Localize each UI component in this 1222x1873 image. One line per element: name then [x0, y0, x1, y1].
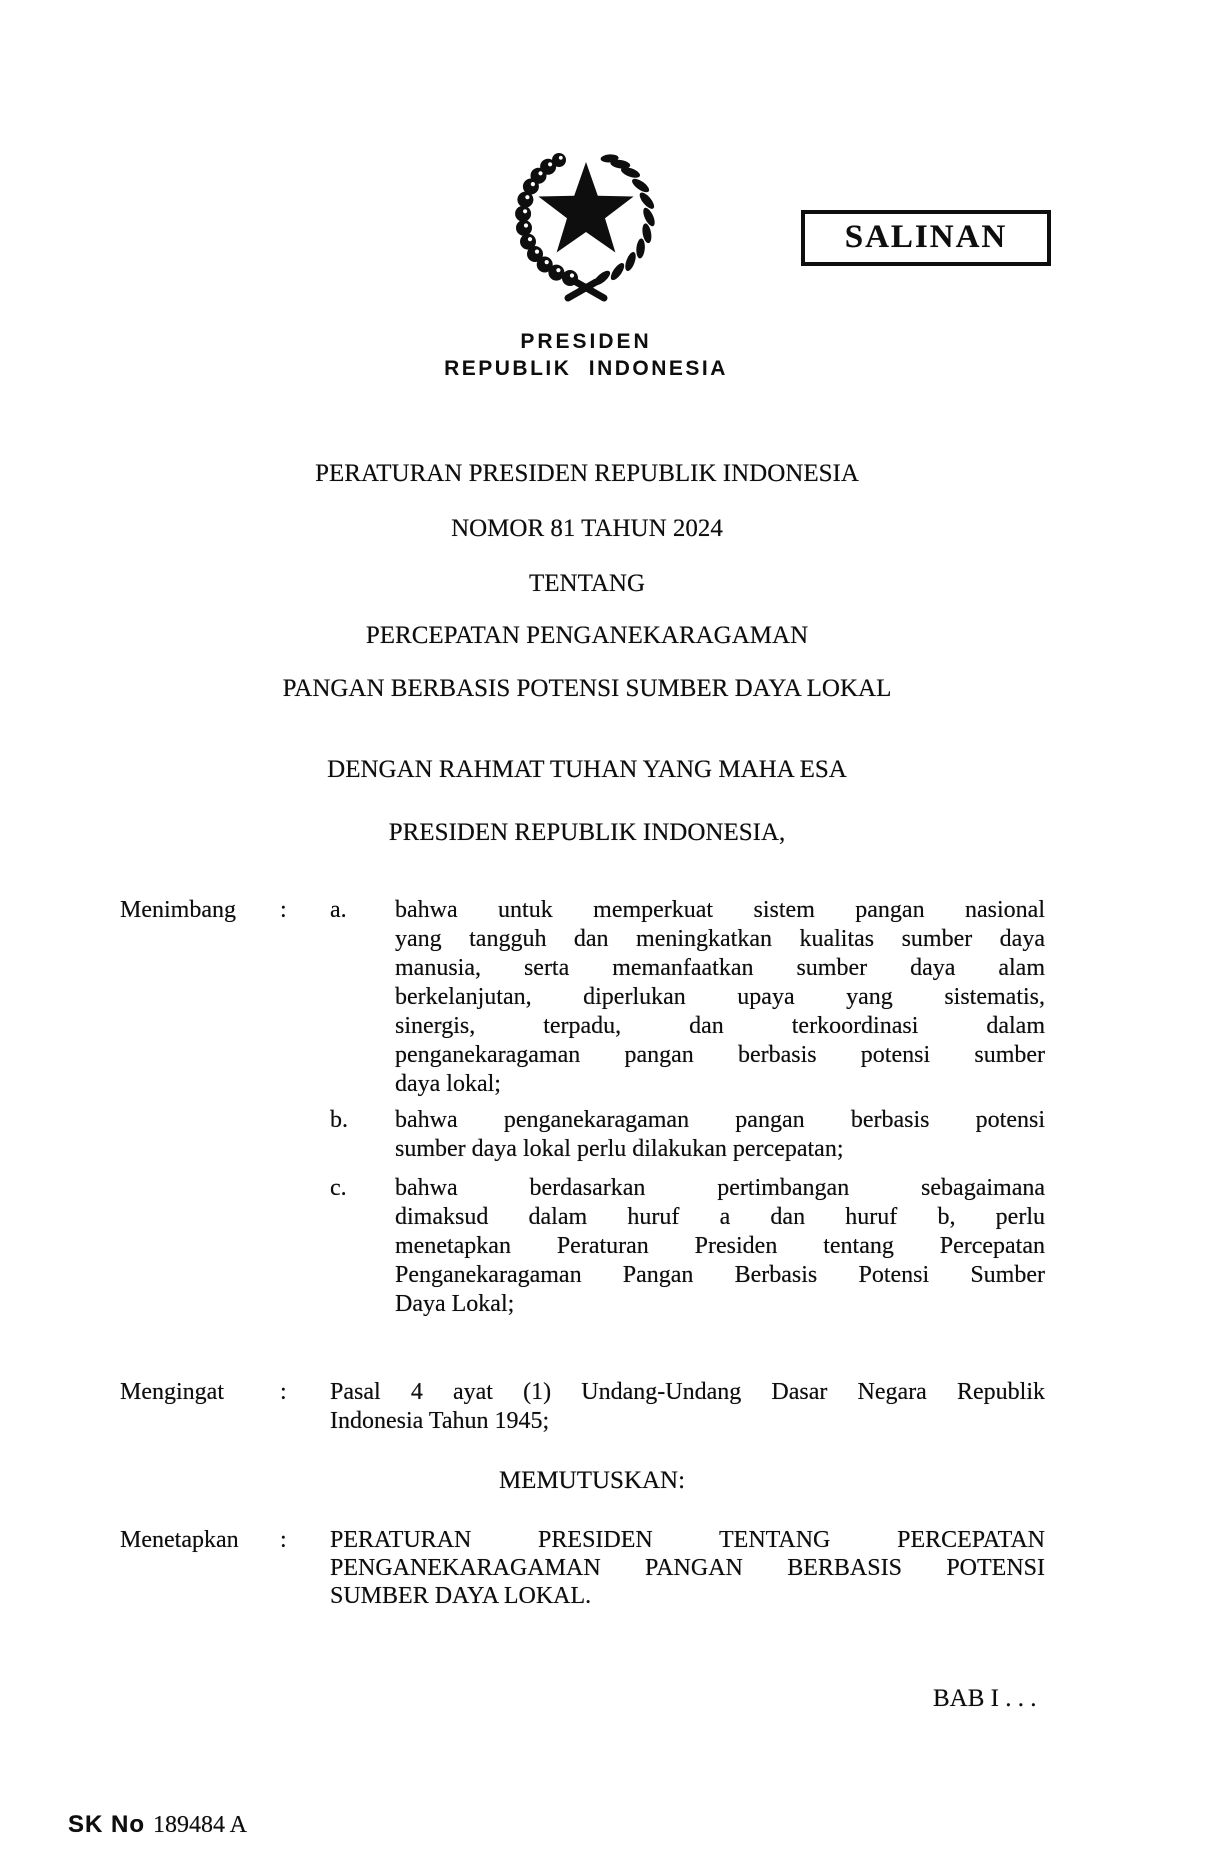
- text-line: menetapkan Peraturan Presiden tentang Percepatan: [395, 1233, 1045, 1259]
- text-line: bahwa penganekaragaman pangan berbasis potensi: [395, 1107, 1045, 1133]
- footer-sk-number: [68, 1810, 247, 1840]
- letterhead-republik-indonesia: REPUBLIK INDONESIA: [444, 357, 728, 380]
- item-letter-b: b.: [330, 1107, 348, 1133]
- recalling-label: Mengingat: [120, 1379, 224, 1405]
- presidential-emblem-icon: [500, 130, 672, 312]
- considering-label: Menimbang: [120, 897, 236, 923]
- recalling-text: [330, 1378, 1045, 1436]
- continuation-note: BAB I . . .: [933, 1685, 1037, 1712]
- authority-line: PRESIDEN REPUBLIK INDONESIA,: [388, 819, 786, 846]
- text-line: bahwa berdasarkan pertimbangan sebagaimana: [395, 1175, 1045, 1201]
- title-line-number: NOMOR 81 TAHUN 2024: [451, 515, 723, 542]
- considering-item-c: [395, 1174, 1045, 1319]
- star-icon: [538, 162, 633, 253]
- text-line: yang tangguh dan meningkatkan kualitas sumber daya: [395, 926, 1045, 952]
- text-line: PERATURAN PRESIDEN TENTANG PERCEPATAN: [330, 1527, 1045, 1553]
- text-line: Penganekaragaman Pangan Berbasis Potensi Sumber: [395, 1262, 1045, 1288]
- sk-label: SK No: [68, 1811, 145, 1838]
- title-line-subject-1: PERCEPATAN PENGANEKARAGAMAN: [365, 622, 809, 649]
- text-line: sinergis, terpadu, dan terkoordinasi dalam: [395, 1013, 1045, 1039]
- enacting-text: [330, 1526, 1045, 1610]
- title-line-1: PERATURAN PRESIDEN REPUBLIK INDONESIA: [315, 460, 859, 487]
- text-line: Pasal 4 ayat (1) Undang-Undang Dasar Negara Republik: [330, 1379, 1045, 1405]
- enacting-label: Menetapkan: [120, 1527, 239, 1553]
- text-line: manusia, serta memanfaatkan sumber daya alam: [395, 955, 1045, 981]
- text-line: PENGANEKARAGAMAN PANGAN BERBASIS POTENSI: [330, 1555, 1045, 1581]
- text-line: berkelanjutan, diperlukan upaya yang sistematis,: [395, 984, 1045, 1010]
- enacting-colon: :: [280, 1527, 287, 1553]
- decision-heading: MEMUTUSKAN:: [498, 1467, 686, 1494]
- text-line: SUMBER DAYA LOKAL.: [330, 1583, 592, 1609]
- sk-value: 189484 A: [153, 1812, 248, 1838]
- letterhead-presiden: PRESIDEN: [520, 330, 652, 353]
- text-line: penganekaragaman pangan berbasis potensi sumber: [395, 1042, 1045, 1068]
- text-line: daya lokal;: [395, 1071, 501, 1097]
- considering-colon: :: [280, 897, 287, 923]
- recalling-colon: :: [280, 1379, 287, 1405]
- title-line-tentang: TENTANG: [528, 570, 646, 597]
- considering-item-b: [395, 1106, 1045, 1164]
- title-line-subject-2: PANGAN BERBASIS POTENSI SUMBER DAYA LOKAL: [282, 675, 892, 702]
- letterhead: [386, 328, 786, 382]
- text-line: sumber daya lokal perlu dilakukan percepatan;: [395, 1136, 844, 1162]
- invocation-line: DENGAN RAHMAT TUHAN YANG MAHA ESA: [327, 756, 847, 783]
- item-letter-a: a.: [330, 897, 347, 923]
- considering-item-a: [395, 896, 1045, 1099]
- text-line: Daya Lokal;: [395, 1291, 515, 1317]
- item-letter-c: c.: [330, 1175, 347, 1201]
- text-line: dimaksud dalam huruf a dan huruf b, perlu: [395, 1204, 1045, 1230]
- text-line: Indonesia Tahun 1945;: [330, 1408, 550, 1434]
- text-line: bahwa untuk memperkuat sistem pangan nasional: [395, 897, 1045, 923]
- salinan-stamp: SALINAN: [801, 210, 1051, 266]
